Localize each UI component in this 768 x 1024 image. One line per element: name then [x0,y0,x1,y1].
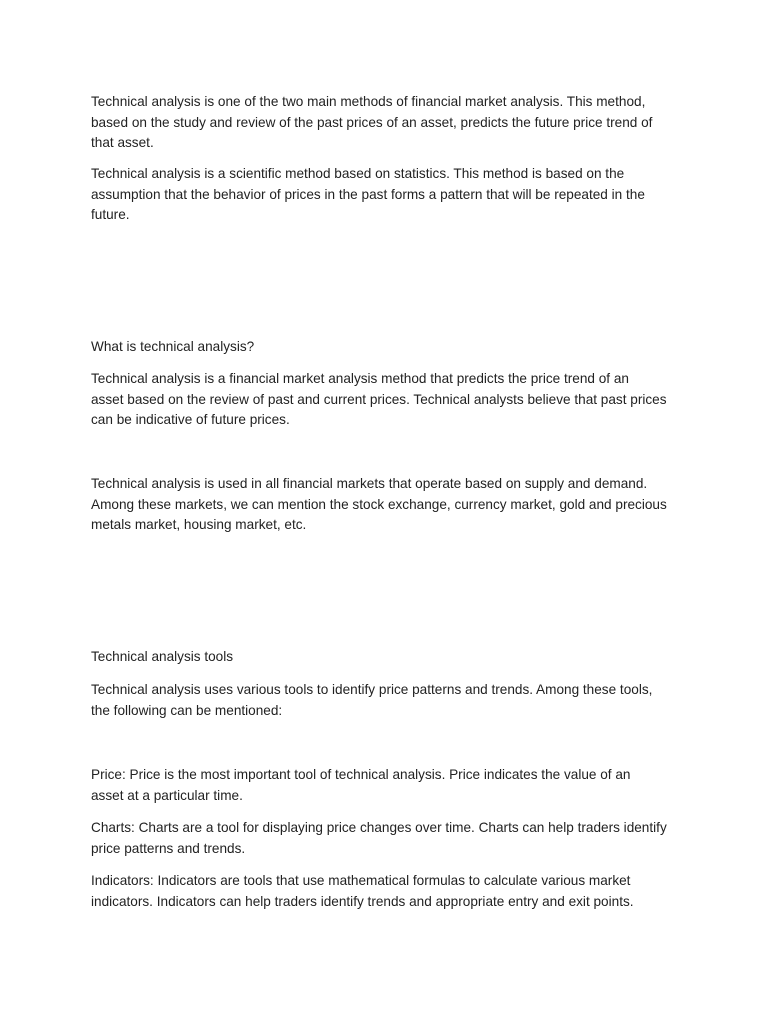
section-heading-tools: Technical analysis tools [91,649,234,664]
what-is-paragraph-1: Technical analysis is a financial market analysis method that predicts the price trend of an asset based on the review of past and current prices. Technical analysts believe that past prices can be indicative of future prices. [91,371,667,427]
what-is-paragraph-2: Technical analysis is used in all financial markets that operate based on supply and demand. Among these markets, we can mention the stock exchange, currency market, gold and precious metals market, housing market, etc. [91,476,667,532]
section-heading-what-is: What is technical analysis? [91,339,255,354]
tools-paragraph-1: Technical analysis uses various tools to identify price patterns and trends. Among these tools, the following can be mentioned: [91,682,653,718]
tools-item-price: Price: Price is the most important tool of technical analysis. Price indicates the value of an asset at a particular time. [91,767,631,803]
tools-item-indicators: Indicators: Indicators are tools that use mathematical formulas to calculate various market indicators. Indicators can help traders identify trends and appropriate entry and exit points. [91,873,634,909]
intro-paragraph-2: Technical analysis is a scientific method based on statistics. This method is based on the assumption that the behavior of prices in the past forms a pattern that will be repeated in the future. [91,166,645,222]
intro-paragraph-1: Technical analysis is one of the two main methods of financial market analysis. This method, based on the study and review of the past prices of an asset, predicts the future price trend of that asset. [91,94,653,150]
tools-item-charts: Charts: Charts are a tool for displaying price changes over time. Charts can help traders identify price patterns and trends. [91,820,667,856]
